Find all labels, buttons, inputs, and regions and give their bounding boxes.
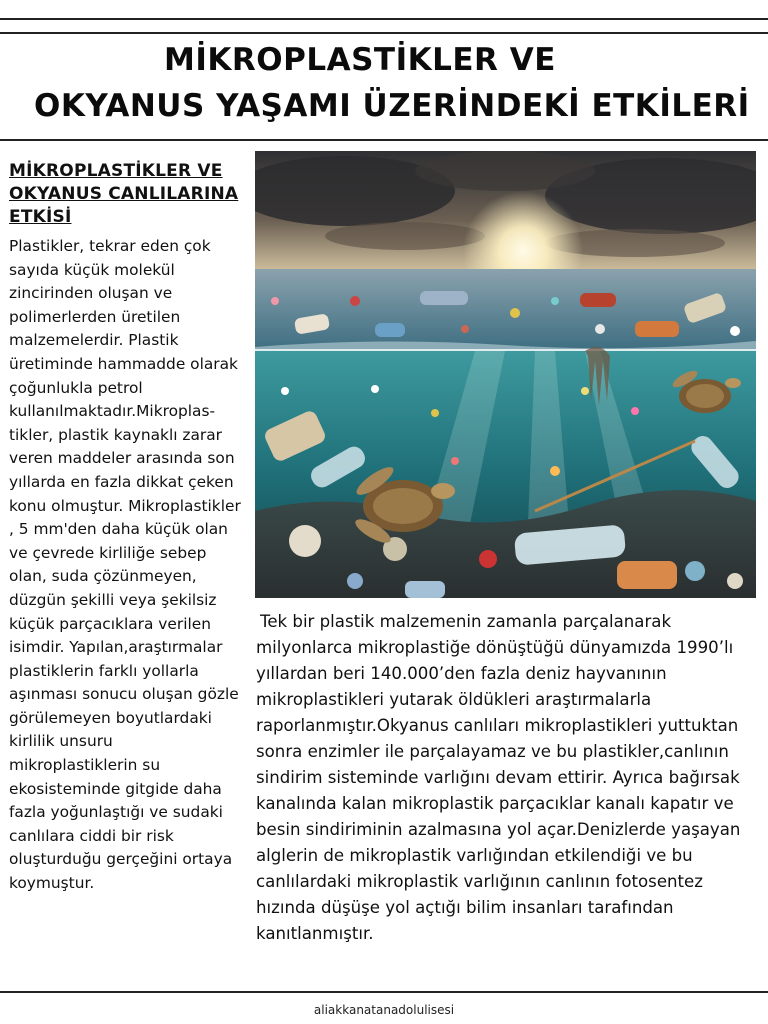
- bottom-rule: [0, 991, 768, 993]
- right-body-text: Tek bir plastik malzemenin zamanla parçalanarak milyonlarca mikroplastiğe dönüştüğü dünyamızda 1990’lı yıllardan beri 140.000’den fazla deniz hayvanının mikroplastikleri yutarak öldükleri araştırmalarla raporlanmıştır.Okyanus canlıları mikroplastikleri yuttuktan sonra enzimler ile parçalayamaz ve bu plastikler,canlının sindirim sisteminde varlığını devam ettirir. Ayrıca bağırsak kanalında kalan mikroplastik parçacıklar kanalı kapatır ve besin sindiriminin azalmasına yol açar.Denizlerde yaşayan alglerin de mikroplastik varlığından etkilendiği ve bu canlılardaki mikroplastik varlığının canlının fotosentez hızında düşüşe yol açtığı bilim insanları tarafından kanıtlanmıştır.: [256, 612, 741, 943]
- ocean-plastic-illustration: [255, 151, 756, 598]
- right-column: [256, 609, 758, 947]
- cloud: [325, 222, 485, 250]
- footer-credit: aliakkanatanadolulisesi: [313, 1003, 455, 1017]
- section-subheading: MİKROPLASTİKLER VE OKYANUS CANLILARINA ETKİSİ: [9, 161, 239, 227]
- page-title-line-1: MİKROPLASTİKLER VE: [164, 42, 556, 78]
- title-divider: [0, 139, 768, 141]
- cloud: [415, 151, 595, 191]
- left-column: [9, 160, 245, 896]
- left-body-text: Plastikler, tekrar eden çok sayıda küçük molekül zincirinden oluşan ve polimerlerden üretilen malzemelerdir. Plastik üretiminde hammadde olarak çoğunlukla petrol kullanılmaktadır.Mikroplas-tikler, plastik kaynaklı zarar veren maddeler arasında son yıllarda en fazla dikkat çeken konu olmuştur. Mikroplastikler , 5 mm'den daha küçük olan ve çevrede kirliliğe sebep olan, suda çözünmeyen, düzgün şekilli veya şekilsiz küçük parçacıklara verilen isimdir. Yapılan,araştırmalar plastiklerin farklı yollarla aşınması sonucu oluşan gözle görülemeyen boyutlardaki kirlilik unsuru mikroplastiklerin su ekosisteminde gitgide daha fazla yoğunlaştığı ve sudaki canlılara ciddi bir risk oluşturduğu gerçeğini ortaya koymuştur.: [9, 237, 241, 893]
- top-rule-secondary: [0, 32, 768, 34]
- top-rule: [0, 18, 768, 20]
- page-title-line-2: OKYANUS YAŞAMI ÜZERİNDEKİ ETKİLERİ: [34, 88, 750, 124]
- water-surface: [255, 269, 756, 349]
